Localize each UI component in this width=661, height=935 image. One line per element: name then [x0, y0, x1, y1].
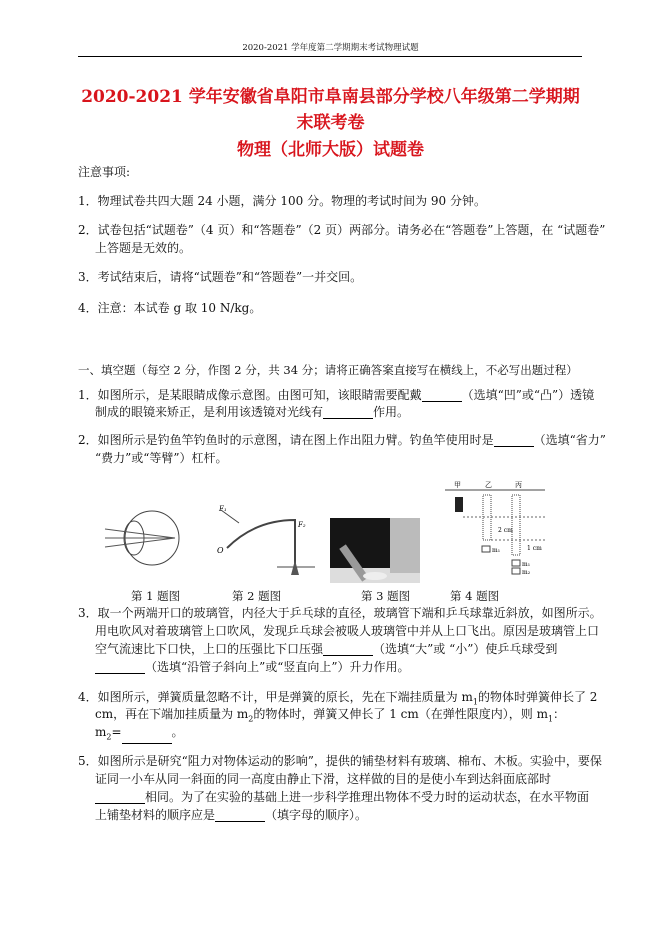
notice-item-2: 2．试卷包括“试题卷”（4 页）和“答题卷”（2 页）两部分。请务必在“答题卷”上答题，在 “试题卷”: [78, 223, 606, 237]
q2-text: 2．如图所示是钓鱼竿钓鱼时的示意图，请在图上作出阻力臂。钓鱼竿使用时是: [78, 433, 494, 447]
label-bing: 丙: [515, 481, 522, 489]
answer-blank[interactable]: [323, 406, 373, 419]
figure-caption-1: 第 1 题图: [131, 589, 181, 603]
label-m1: m₁: [492, 547, 501, 554]
q4-text: 的物体时，弹簧又伸长了 1 cm（在弹性限度内），则 m: [253, 707, 548, 721]
q4-sub: 2: [106, 732, 112, 742]
header-rule: [78, 56, 582, 57]
question-2-line-1: [78, 433, 606, 447]
force-label-f1: F₁: [219, 505, 227, 513]
eye-diagram: [100, 505, 180, 575]
q4-text: =: [111, 725, 122, 739]
figure-caption-4: 第 4 题图: [450, 589, 500, 603]
q4-text: cm，再在下端加挂质量为 m: [95, 707, 249, 721]
question-1-line-1: [78, 388, 594, 402]
fishing-rod-diagram: [215, 505, 315, 585]
pivot-label: O: [217, 546, 224, 555]
question-4-line-3: [95, 725, 184, 744]
title-line-2: 末联考卷: [296, 113, 365, 133]
glass-tube-photo: [330, 518, 420, 583]
q1-text: 制成的眼镜来矫正，是利用该透镜对光线有: [95, 405, 324, 419]
figure-caption-2: 第 2 题图: [232, 589, 282, 603]
title-line-1: 2020-2021 学年安徽省阜阳市阜南县部分学校八年级第二学期期: [81, 87, 580, 107]
notice-item-1: 1．物理试卷共四大题 24 小题，满分 100 分。物理的考试时间为 90 分钟。: [78, 194, 486, 208]
notice-item-4: 4．注意：本试卷 g 取 10 N/kg。: [78, 301, 262, 315]
label-jia: 甲: [454, 481, 461, 489]
notice-item-2-cont: 上答题是无效的。: [95, 241, 192, 255]
figure-caption-3: 第 3 题图: [361, 589, 411, 603]
answer-blank[interactable]: [215, 809, 265, 822]
q4-text: ：: [553, 707, 566, 721]
q4-text: 4．如图所示，弹簧质量忽略不计，甲是弹簧的原长，先在下端挂质量为 m: [78, 690, 473, 704]
q5-text: （填字母的顺序）。: [265, 808, 368, 822]
force-label-f2: F₂: [298, 521, 306, 529]
answer-blank[interactable]: [422, 389, 462, 402]
running-header: 2020-2021 学年度第二学期期末考试物理试题: [242, 43, 419, 53]
answer-blank[interactable]: [494, 434, 534, 447]
answer-blank[interactable]: [122, 731, 172, 744]
section-heading: 一、填空题（每空 2 分，作图 2 分，共 34 分；请将正确答案直接写在横线上，不必写出题过程）: [78, 363, 578, 377]
q2-text: （选填“省力”: [533, 433, 606, 447]
label-yi: 乙: [485, 481, 492, 489]
question-3-line-4: [95, 660, 410, 674]
q3-text: 空气流速比下口快，上口的压强比下口压强: [95, 642, 324, 656]
q3-text: （选填“大”或 “小”）使乒乓球受到: [373, 642, 558, 656]
q5-text: 上铺垫材料的顺序应是: [95, 808, 216, 822]
q4-sub: 1: [472, 697, 478, 707]
q4-text: m: [95, 725, 107, 739]
q2-text: “费力”或“等臂”）杠杆。: [95, 451, 228, 465]
q4-sub: 1: [547, 714, 554, 724]
question-3-line-3: [95, 642, 557, 656]
q1-text: （选填“凹”或“凸”）透镜: [461, 388, 595, 402]
notice-item-3: 3．考试结束后，请将“试题卷”和“答题卷”一并交回。: [78, 270, 363, 284]
q4-text: 。: [171, 725, 184, 739]
subtitle: 物理（北师大版）试题卷: [237, 140, 424, 160]
q3-text: 用电吹风对着玻璃管上口吹风，发现乒乓球会被吸人玻璃管中并从上口飞出。原因是玻璃管上口: [95, 624, 600, 638]
q5-text: 5．如图所示是研究“阻力对物体运动的影响”，提供的铺垫材料有玻璃、棉布、木板。实验中，要保: [78, 754, 602, 768]
label-1cm: 1 cm: [527, 545, 542, 552]
label-m1: m₁: [522, 561, 531, 568]
label-m2: m₂: [522, 569, 531, 576]
question-5-line-3: [95, 790, 589, 804]
q4-text: 的物体时弹簧伸长了 2: [477, 690, 598, 704]
spring-diagram: [445, 480, 555, 580]
q1-text: 作用。: [373, 405, 410, 419]
answer-blank[interactable]: [323, 643, 373, 656]
answer-blank[interactable]: [95, 661, 145, 674]
q3-text: 3．取一个两端开口的玻璃管，内径大于乒乓球的直径，玻璃管下端和乒乓球靠近斜放，如图所示。: [78, 606, 602, 620]
notice-heading: 注意事项:: [78, 165, 131, 179]
question-5-line-4: [95, 808, 367, 822]
q5-text: 相同。为了在实验的基础上进一步科学推理出物体不受力时的运动状态，在水平物面: [145, 790, 590, 804]
q5-text: 证同一小车从同一斜面的同一高度由静止下滑，这样做的目的是使小车到达斜面底部时: [95, 772, 552, 786]
q3-text: （选填“沿管子斜向上”或“竖直向上”）升力作用。: [145, 660, 410, 674]
question-4-line-2: [95, 707, 565, 726]
q1-text: 1．如图所示，是某眼睛成像示意图。由图可知，该眼睛需要配戴: [78, 388, 422, 402]
answer-blank[interactable]: [95, 791, 145, 804]
q4-sub: 2: [248, 714, 254, 724]
question-1-line-2: [95, 405, 409, 419]
label-2cm: 2 cm: [498, 527, 513, 534]
